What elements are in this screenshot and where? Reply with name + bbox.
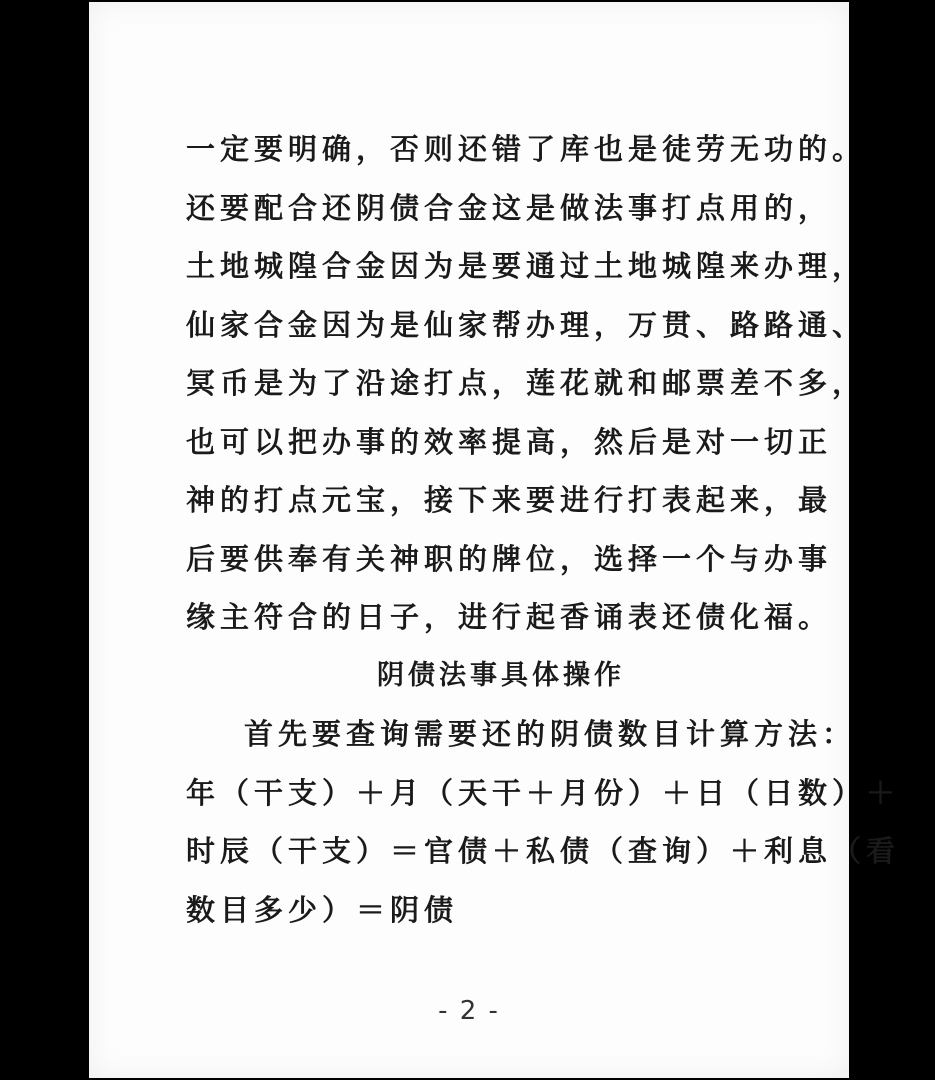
text-line: 神的打点元宝，接下来要进行打表起来，最 xyxy=(186,483,833,517)
text-line: 数目多少）＝阴债 xyxy=(186,892,459,927)
text-line: 仙家合金因为是仙家帮办理，万贯、路路通、 xyxy=(186,307,867,342)
text-line: 也可以把办事的效率提高，然后是对一切正 xyxy=(186,424,833,459)
text-line: 缘主符合的日子，进行起香诵表还债化福。 xyxy=(186,600,833,634)
text-line: 年（干支）＋月（天干＋月份）＋日（日数）＋ xyxy=(186,775,901,810)
body-text xyxy=(186,120,901,939)
text-line: 时辰（干支）＝官债＋私债（查询）＋利息（看 xyxy=(186,834,901,868)
text-line: 首先要查询需要还的阴债数目计算方法： xyxy=(244,717,857,751)
text-line: 冥币是为了沿途打点，莲花就和邮票差不多， xyxy=(186,366,867,400)
document-page xyxy=(89,2,901,1078)
page-number: - 2 - xyxy=(438,996,500,1026)
section-heading: 阴债法事具体操作 xyxy=(377,659,625,691)
text-line: 一定要明确，否则还错了库也是徒劳无功的。 xyxy=(186,132,867,166)
text-line: 后要供奉有关神职的牌位，选择一个与办事 xyxy=(186,541,833,576)
text-line: 土地城隍合金因为是要通过土地城隍来办理， xyxy=(186,249,867,283)
text-line: 还要配合还阴债合金这是做法事打点用的， xyxy=(186,190,833,225)
